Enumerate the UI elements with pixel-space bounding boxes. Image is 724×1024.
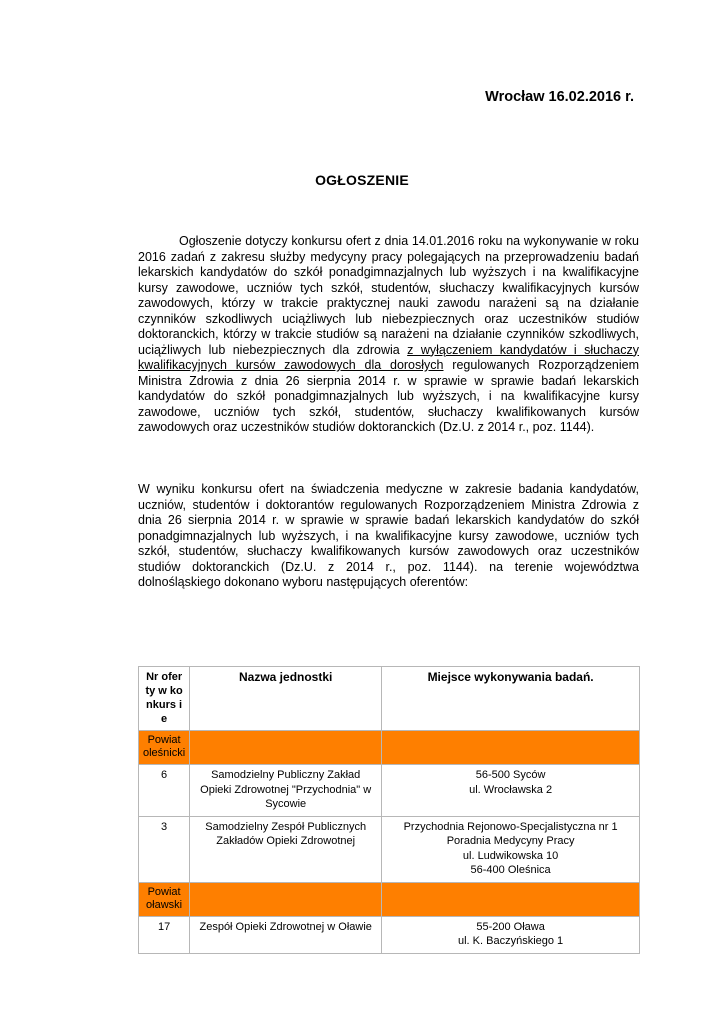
exam-place: [382, 816, 640, 882]
offer-number: 3: [139, 816, 190, 882]
offer-number: 17: [139, 916, 190, 953]
district-row: [139, 731, 640, 765]
header-offer-number: [139, 667, 190, 731]
district-row: [139, 882, 640, 916]
place-line: ul. Ludwikowska 10: [462, 849, 559, 862]
unit-name: Zespół Opieki Zdrowotnej w Oławie: [190, 916, 382, 953]
document-title: OGŁOSZENIE: [315, 172, 409, 188]
table-header-row: [139, 667, 640, 731]
place-line: Przychodnia Rejonowo-Specjalistyczna nr 1: [403, 820, 618, 833]
unit-name: Samodzielny Publiczny Zakład Opieki Zdrowotnej "Przychodnia" w Sycowie: [190, 765, 382, 817]
header-offer-number-text: Nr oferty w konkurs ie: [145, 671, 183, 725]
district-empty-cell: [382, 882, 640, 916]
table-row: [139, 816, 640, 882]
district-empty-cell: [382, 731, 640, 765]
place-line: Poradnia Medycyny Pracy: [446, 835, 575, 847]
offer-number: 6: [139, 765, 190, 817]
district-name: Powiat oleśnicki: [139, 731, 190, 765]
paragraph-text-part1: Ogłoszenie dotyczy konkursu ofert z dnia 14.01.2016 roku na wykonywanie w roku 2016 zadań z zakresu służby medycyny pracy polegających na przeprowadzeniu badań lekarskich kandydatów do szkół ponadgimnazjalnych lub wyższych i na kwalifikacyjne kursy zawodowe, uczniów tych szkół, studentów, słuchaczy kwalifikacyjnych kursów zawodowych, którzy w trakcie praktycznej nauki zawodu narażeni są na działanie czynników szkodliwych uciążliwych lub niebezpiecznych oraz uczestników studiów doktoranckich, którzy w trakcie studiów są narażeni na działanie czynników szkodliwych, uciążliwych lub niebezpiecznych dla zdrowia: [138, 234, 639, 357]
place-line: 56-500 Syców: [475, 769, 546, 781]
district-empty-cell: [190, 731, 382, 765]
place-line: ul. Wrocławska 2: [469, 783, 553, 796]
table-row: [139, 916, 640, 953]
header-exam-place: Miejsce wykonywania badań.: [382, 667, 640, 731]
place-line: ul. K. Baczyńskiego 1: [458, 935, 564, 947]
results-paragraph: W wyniku konkursu ofert na świadczenia medyczne w zakresie badania kandydatów, uczniów, studentów i doktorantów regulowanych Rozporządzeniem Ministra Zdrowia z dnia 26 sierpnia 2014 r. w sprawie w sprawie badań lekarskich kandydatów do szkół ponadgimnazjalnych lub wyższych, i na kwalifikacyjne kursy zawodowe, uczniów tych szkół, studentów, słuchaczy kwalifikowanych kursów zawodowych oraz uczestników studiów doktoranckich (Dz.U. z 2014 r., poz. 1144). na terenie województwa dolnośląskiego dokonano wyboru następujących oferentów:: [138, 482, 639, 589]
announcement-paragraph: [138, 234, 639, 436]
header-unit-name: Nazwa jednostki: [190, 667, 382, 731]
district-name: Powiat oławski: [139, 882, 190, 916]
exam-place: [382, 916, 640, 953]
exam-place: [382, 765, 640, 817]
offers-table: [138, 666, 640, 954]
place-line: 56-400 Oleśnica: [470, 864, 551, 876]
paragraph-underlined-text: z wyłączeniem kandydatów i słuchaczy kwalifikacyjnych kursów zawodowych dla dorosłych: [138, 342, 639, 372]
place-line: 55-200 Oława: [476, 920, 545, 933]
unit-name: Samodzielny Zespół Publicznych Zakładów Opieki Zdrowotnej: [190, 816, 382, 882]
district-empty-cell: [190, 882, 382, 916]
paragraph-text-part2: regulowanych Rozporządzeniem Ministra Zdrowia z dnia 26 sierpnia 2014 r. w sprawie w sprawie badań lekarskich kandydatów do szkół ponadgimnazjalnych lub wyższych, i na kwalifikacyjne kursy zawodowe, uczniów tych szkół, studentów, słuchaczy kwalifikowanych kursów zawodowych oraz uczestników studiów doktoranckich (Dz.U. z 2014 r., poz. 1144).: [138, 358, 639, 434]
table-row: [139, 765, 640, 817]
document-date: Wrocław 16.02.2016 r.: [485, 89, 634, 105]
